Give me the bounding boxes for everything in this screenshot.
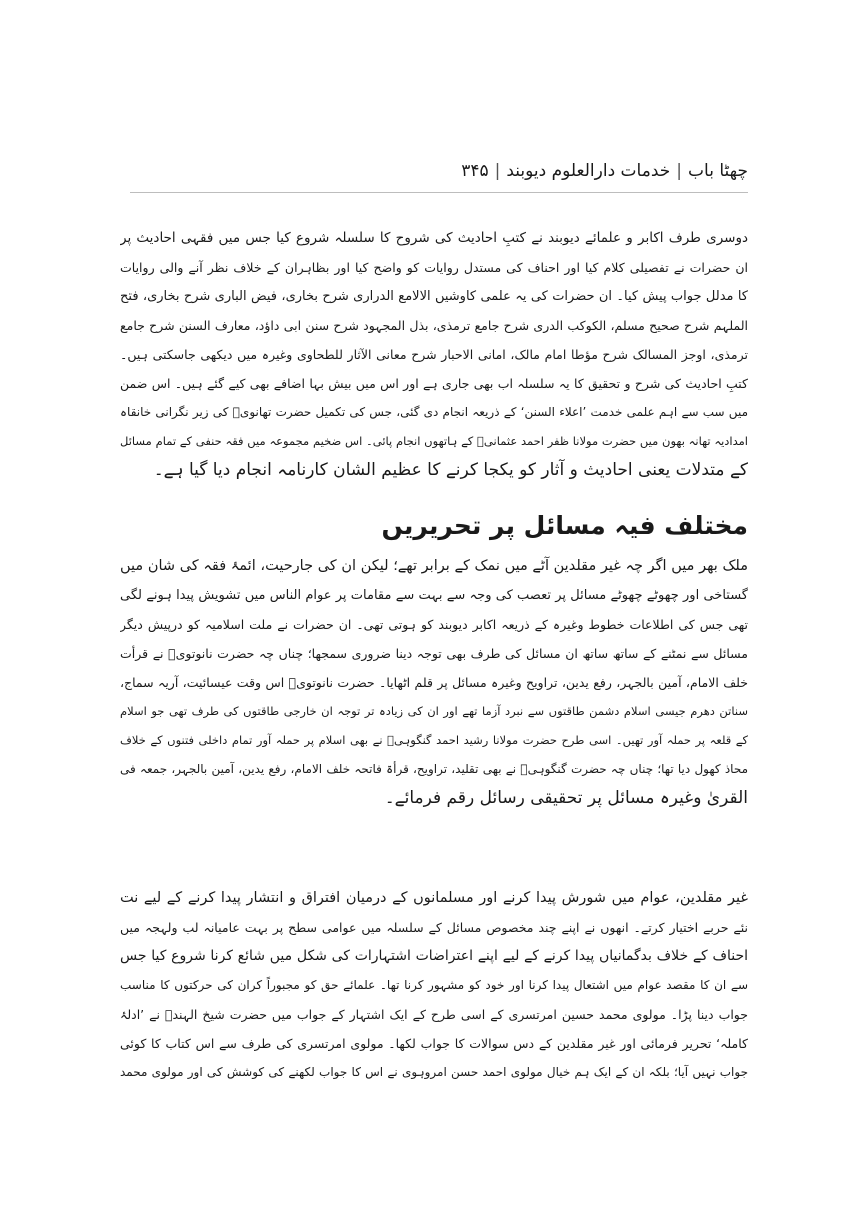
text-line: سناتن دھرم جیسی اسلام دشمن طاقتوں سے نبرد آزما تھے اور ان کی زیادہ تر توجہ ان خارجی طاقتوں کی طرف تھی جو اسلام	[120, 704, 748, 718]
running-header	[130, 158, 748, 193]
chapter-title: چھٹا باب	[688, 161, 748, 181]
text-line: سے ان کا مقصد عوام میں اشتعال پیدا کرنا اور خود کو مشہور کرنا تھا۔ علمائے حق کو مجبوراً کران کی حرکتوں کا مناسب	[120, 978, 748, 992]
text-line: کتبِ احادیث کی شرح و تحقیق کا یہ سلسلہ اب بھی جاری ہے اور اس میں بیش بہا اضافے بھی کیے گئے ہیں۔ اس ضمن	[120, 376, 748, 391]
text-line: محاذ کھول دیا تھا؛ چناں چہ حضرت گنگوہیؒ نے بھی تقلید، تراویح، قرأۃ فاتحہ خلف الامام، رفع یدین، آمین بالجہر، جمعہ فی	[120, 762, 748, 776]
paragraph-advertisements	[120, 884, 748, 1087]
header-separator: |	[494, 161, 501, 181]
text-line: کے قلعہ پر حملہ آور تھیں۔ اسی طرح حضرت مولانا رشید احمد گنگوہیؒ نے بھی اسلام پر حملہ آور تمام داخلی فتنوں کے خلاف	[120, 733, 748, 747]
text-line: دوسری طرف اکابر و علمائے دیوبند نے کتبِ احادیث کی شروح کا سلسلہ شروع کیا جس میں فقہی احادیث پر	[120, 230, 748, 246]
text-line: کاملہ‘ تحریر فرمائی اور غیر مقلدین کے دس سوالات کا جواب لکھا۔ مولوی امرتسری کی طرف سے اس کتاب کا کوئی	[120, 1036, 748, 1051]
page-number: ۳۴۵	[461, 161, 489, 181]
text-line: نئے حربے اختیار کرتے۔ انھوں نے اپنے چند مخصوص مسائل کے سلسلہ میں عوامی سطح پر بہت عامیانہ لب ولہجہ میں	[120, 920, 748, 935]
text-line: کا مدلل جواب پیش کیا۔ ان حضرات کی یہ علمی کاوشیں الالامع الدراری شرح بخاری، فیض الباری شرح بخاری، فتح	[120, 289, 748, 304]
text-line: ان حضرات نے تفصیلی کلام کیا اور احناف کی مستدل روایات کو واضح کیا اور بظاہران کے خلاف نظر آنے والی روایات	[120, 260, 748, 275]
text-line: احناف کے خلاف بدگمانیاں پیدا کرنے کے لیے اپنے اعتراضات اشتہارات کی شکل میں شائع کرنا شروع کیا جس	[120, 948, 748, 964]
text-line: کے متدلات یعنی احادیث و آثار کو یکجا کرنے کا عظیم الشان کارنامہ انجام دیا گیا ہے۔	[153, 460, 748, 480]
header-separator: |	[676, 161, 683, 181]
text-line: میں سب سے اہم علمی خدمت ’اعلاء السنن‘ کے ذریعہ انجام دی گئی، جس کی تکمیل حضرت تھانویؒ کی زیر نگرانی خانقاہ	[120, 405, 748, 419]
text-line: جواب دینا پڑا۔ مولوی محمد حسین امرتسری کے اسی طرح کے ایک اشتہار کے جواب میں حضرت شیخ الہندؒ نے ’ادلۂ	[120, 1007, 748, 1022]
text-line: گستاخی اور چھوٹے چھوٹے مسائل پر تعصب کی وجہ سے بہت سے مقامات پر عوام الناس میں تشویش پیدا ہونے لگی	[120, 588, 748, 603]
text-line: الملہم شرح صحیح مسلم، الکوکب الدری شرح جامع ترمذی، بذل المجہود شرح سنن ابی داؤد، معارف السنن شرح جامع	[120, 318, 748, 333]
text-line: القریٰ وغیرہ مسائل پر تحقیقی رسائل رقم فرمائے۔	[384, 788, 748, 808]
text-line: غیر مقلدین، عوام میں شورش پیدا کرنے اور مسلمانوں کے درمیان افتراق و انتشار پیدا کرنے کے لیے نت	[120, 890, 748, 906]
paragraph-hadith-commentaries	[120, 224, 748, 485]
paragraph-ghair-muqallid	[120, 552, 748, 813]
section-heading: مختلف فیہ مسائل پر تحریریں	[381, 511, 748, 540]
text-line: امدادیہ تھانہ بھون میں حضرت مولانا ظفر احمد عثمانیؒ کے ہاتھوں انجام پائی۔ اس ضخیم مجموعہ میں فقہ حنفی کے تمام مسائل	[120, 434, 748, 448]
text-line: تھی جس کی اطلاعات خطوط وغیرہ کے ذریعہ اکابر دیوبند کو ہوتی تھی۔ ان حضرات نے ملت اسلامیہ کو درپیش دیگر	[120, 617, 748, 632]
text-line: مسائل سے نمٹنے کے ساتھ ساتھ ان مسائل کی طرف بھی توجہ دینا ضروری سمجھا؛ چناں چہ حضرت نانوتویؒ نے قرأت	[120, 646, 748, 661]
text-line: ترمذی، اوجز المسالک شرح مؤطا امام مالک، امانی الاحبار شرح معانی الآثار للطحاوی وغیرہ میں دیکھی جاسکتی ہیں۔	[120, 347, 748, 362]
section-title: خدمات دارالعلوم دیوبند	[506, 161, 671, 181]
text-line: ملک بھر میں اگر چہ غیر مقلدین آٹے میں نمک کے برابر تھے؛ لیکن ان کی جارحیت، ائمۂ فقہ کی شان میں	[120, 558, 748, 574]
text-line: خلف الامام، آمین بالجہر، رفع یدین، تراویح وغیرہ مسائل پر قلم اٹھایا۔ حضرت نانوتویؒ اس وقت عیسائیت، آریہ سماج،	[120, 675, 748, 690]
text-line: جواب نہیں آیا؛ بلکہ ان کے ایک ہم خیال مولوی احمد حسن امروہوی نے اس کا جواب لکھنے کی کوشش کی اور مولوی محمد	[120, 1065, 748, 1079]
